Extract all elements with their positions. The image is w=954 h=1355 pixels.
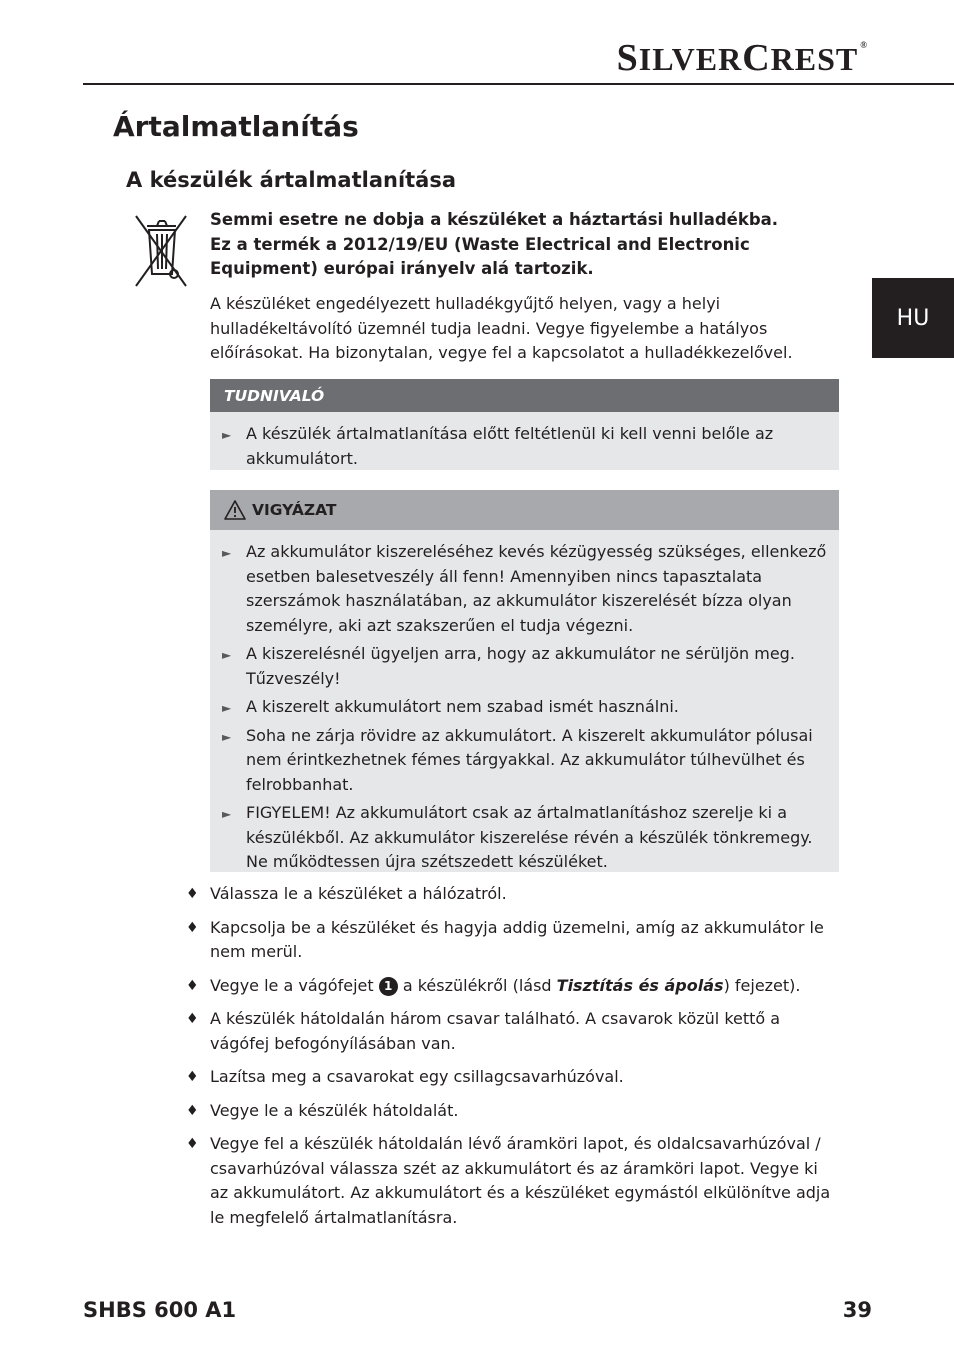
- arrow-right-icon: ►: [222, 729, 232, 744]
- page-title: Ártalmatlanítás: [113, 110, 359, 143]
- arrow-right-icon: ►: [222, 546, 232, 560]
- arrow-right-icon: ►: [222, 701, 232, 715]
- step-item: ♦ Vegye fel a készülék hátoldalán lévő áramköri lapot, és oldalcsavarhúzóval / csavarhúzóval válassza szét az akkumulátort és az áramköri lapot. Vegye ki az akkumulátort. Az akkumulátort és a készüléket egymástól elkülönítve adja le megfelelő ártalmatlanításra.: [186, 1134, 831, 1227]
- arrow-right-icon: ►: [222, 428, 232, 442]
- diamond-bullet-icon: ♦: [186, 1069, 199, 1085]
- list-item: ► A készülék ártalmatlanítása előtt feltétlenül ki kell venni belőle az akkumulátort.: [222, 424, 774, 468]
- arrow-right-icon: ►: [222, 648, 232, 662]
- list-item: ► FIGYELEM! Az akkumulátort csak az ártalmatlanításhoz szerelje ki a készülékből. Az akkumulátor kiszerelése révén a készülék tönkremegy. Ne működtessen újra szétszedett készüléket.: [222, 803, 813, 871]
- section-title: A készülék ártalmatlanítása: [126, 168, 457, 192]
- list-item: ► A kiszerelt akkumulátort nem szabad ismét használni.: [222, 695, 829, 720]
- diamond-bullet-icon: ♦: [186, 1136, 199, 1152]
- step-item: ♦ Vegye le a készülék hátoldalát.: [186, 1099, 836, 1124]
- note-list: [210, 412, 839, 471]
- diamond-bullet-icon: ♦: [186, 886, 199, 902]
- diamond-bullet-icon: ♦: [186, 977, 199, 994]
- warning-header: VIGYÁZAT: [210, 490, 839, 530]
- step-item: ♦ Válassza le a készüléket a hálózatról.: [186, 882, 836, 907]
- warning-box: [210, 490, 839, 872]
- warning-triangle-icon: [224, 500, 246, 520]
- note-box: [210, 379, 839, 470]
- crossed-out-wheelie-bin-icon: [132, 214, 190, 288]
- warning-list: [210, 530, 839, 875]
- note-header: TUDNIVALÓ: [210, 379, 839, 412]
- footer-model: SHBS 600 A1: [83, 1298, 237, 1322]
- page-number: 39: [842, 1298, 872, 1322]
- language-tab: HU: [872, 278, 954, 358]
- list-item: ► Az akkumulátor kiszereléséhez kevés kézügyesség szükséges, ellenkező esetben balesetveszély áll fenn! Amennyiben nincs tapasztalata szerszámok használatában, az akkumulátor kiszerelését bízza olyan személyre, aki azt szakszerűen el tudja végezni.: [222, 542, 827, 635]
- diamond-bullet-icon: ♦: [186, 919, 199, 936]
- step-item: ♦ A készülék hátoldalán három csavar található. A csavarok közül kettő a vágófej befogónyílásában van.: [186, 1009, 781, 1053]
- step-item: ♦ Vegye le a vágófejet 1 a készülékről (lásd Tisztítás és ápolás) fejezet).: [186, 974, 836, 999]
- intro-paragraph: A készüléket engedélyezett hulladékgyűjtő helyen, vagy a helyi hulladékeltávolító üzemnél tudja leadni. Vegye figyelembe a hatályos előírásokat. Ha bizonytalan, vegye fel a kapcsolatot a hulladékkezelővel.: [210, 294, 793, 362]
- step-item: ♦ Kapcsolja be a készüléket és hagyja addig üzemelni, amíg az akkumulátor le nem merül.: [186, 917, 824, 961]
- chapter-reference: Tisztítás és ápolás: [556, 975, 724, 995]
- intro-bold-text: Semmi esetre ne dobja a készüléket a háztartási hulladékba. Ez a termék a 2012/19/EU (Waste Electrical and Electronic Equipment) európai irányelv alá tartozik.: [210, 210, 779, 278]
- steps-list: [186, 882, 836, 1239]
- diamond-bullet-icon: ♦: [186, 1011, 199, 1027]
- step-item: ♦ Lazítsa meg a csavarokat egy csillagcsavarhúzóval.: [186, 1065, 836, 1090]
- list-item: ► Soha ne zárja rövidre az akkumulátort. A kiszerelt akkumulátor pólusai nem érintkezhetnek fémes tárgyakkal. Az akkumulátor túlhevülhet és felrobbanhat.: [222, 725, 813, 794]
- brand-logo: SILVERCREST ®: [616, 37, 868, 79]
- header-rule: [83, 83, 954, 85]
- arrow-right-icon: ►: [222, 807, 232, 821]
- part-number-badge: 1: [379, 977, 398, 996]
- diamond-bullet-icon: ♦: [186, 1102, 199, 1119]
- list-item: ► A kiszerelésnél ügyeljen arra, hogy az akkumulátor ne sérüljön meg. Tűzveszély!: [222, 644, 795, 688]
